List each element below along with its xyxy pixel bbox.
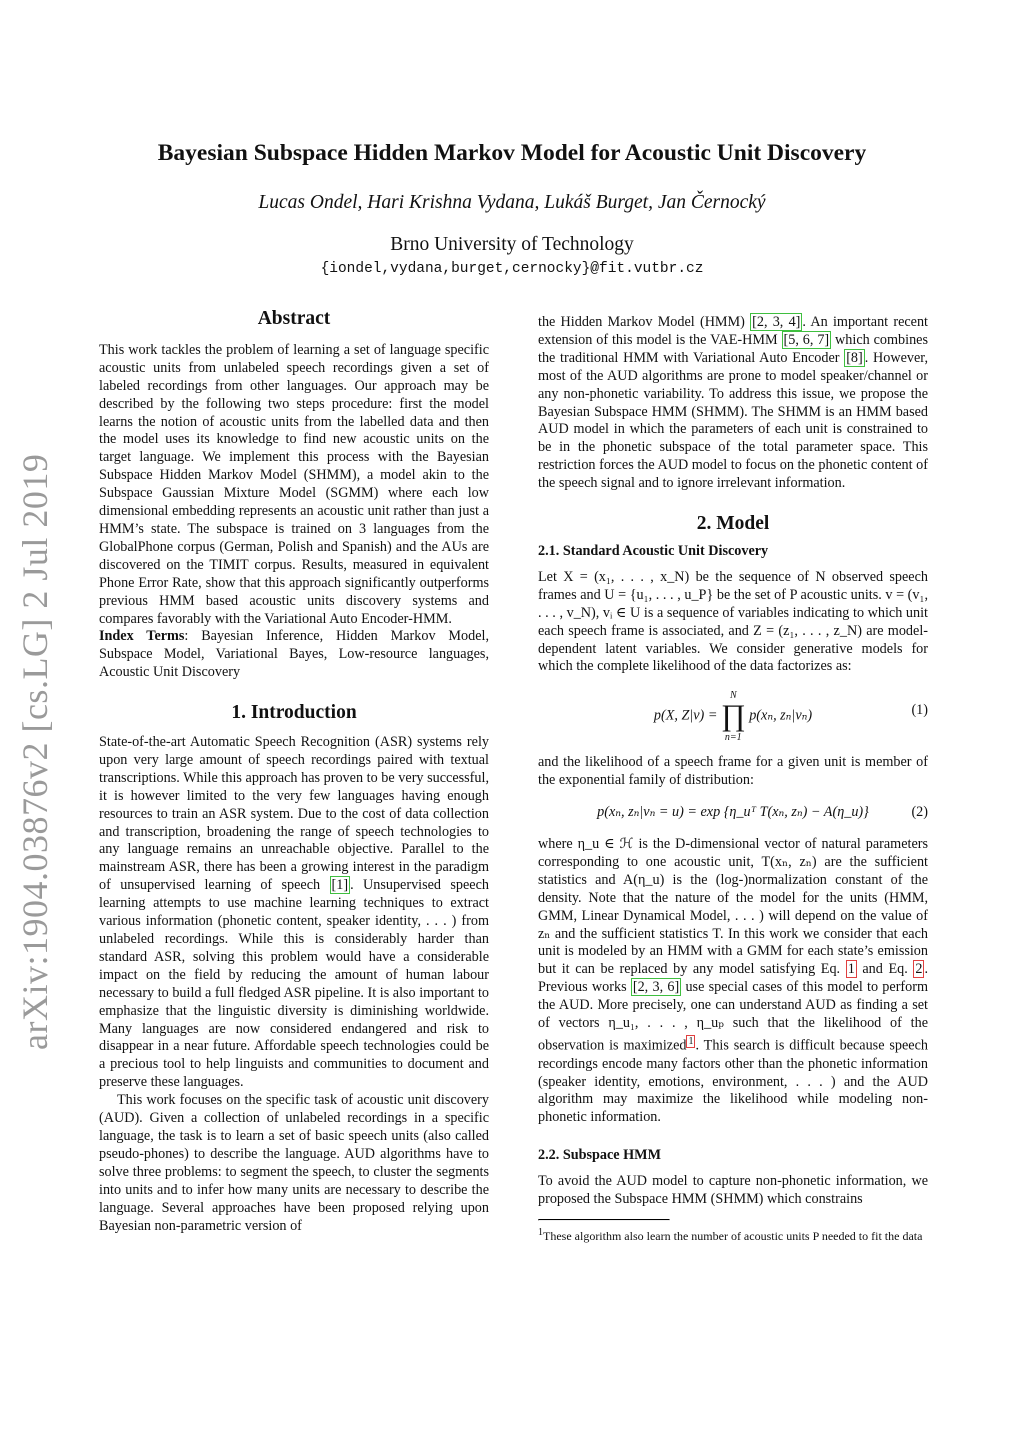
footnote xyxy=(538,1225,928,1244)
eq1-right: p(xₙ, zₙ|vₙ) xyxy=(749,707,813,724)
eq1-lower: n=1 xyxy=(724,732,742,744)
eq1-left: p(X, Z|v) = xyxy=(653,707,718,724)
index-terms-text: : Bayesian Inference, Hidden Markov Model, Subspace Model, Variational Bayes, Low-resource languages, Acoustic Unit Discovery xyxy=(99,628,489,681)
equation-2 xyxy=(538,804,928,822)
eq1-upper: N xyxy=(729,690,737,702)
introduction-heading: 1. Introduction xyxy=(231,702,357,724)
s1p3-part-b: and Eq. xyxy=(856,961,914,978)
intro-p1-part-b: . Unsupervised speech learning attempts to use machine learning techniques to extract various information (phonetic content, speaker identity, . . . ) from unlabeled recordings. While this is considerably harder than standard ASR, solving this problem would have a considerable impact on the field by reducing the amount of human labour necessary to build a full fledged ASR pipeline. It is also important to emphasize that the linguistic diversity is diminishing worldwide. Many languages are now considered endangered and risk to disappear in a near future. Affordable speech technologies could be a precious tool to help linguists and communities to document and preserve these languages. xyxy=(99,877,489,1091)
product-operator: N ∏ n=1 xyxy=(720,690,746,744)
rp1-part-a: the Hidden Markov Model (HMM) xyxy=(538,314,751,330)
subsection-heading: 2.1. Standard Acoustic Unit Discovery xyxy=(538,542,769,559)
paper-title: Bayesian Subspace Hidden Markov Model for Acoustic Unit Discovery xyxy=(157,140,867,166)
author-list: Lucas Ondel, Hari Krishna Vydana, Lukáš Burget, Jan Černocký xyxy=(258,192,766,213)
equation-ref-link[interactable]: 2 xyxy=(915,961,923,978)
footnote-rule xyxy=(538,1219,670,1221)
sec21-paragraph-1: Let X = (x₁, . . . , x_N) be the sequence of N observed speech frames and U = {u₁, . . . , u_P} be the set of P acoustic units. v = (v₁, . . . , v_N), vᵢ ∈ U is a sequence of variables indicating to which unit each speech frame is associated, and Z = (z₁, . . . , z_N) are model-dependent latent variables. We consider generative models for which the complete likelihood of the data factorizes as: xyxy=(538,568,928,675)
s1p3-part-e: . This search is difficult because speech recordings encode many factors other than the phonetic information (speaker identity, emotions, environment, . . . ) and the AUD algorithm may maximize the likelihood while modeling non-phonetic information. xyxy=(538,1037,928,1126)
citation-link[interactable]: [1] xyxy=(331,877,349,894)
equation-number: (2) xyxy=(911,804,928,821)
affiliation: Brno University of Technology xyxy=(390,234,634,255)
rp1-part-c: which combines the traditional HMM with Variational Auto Encoder xyxy=(538,331,928,366)
index-terms xyxy=(99,628,489,682)
author-emails: {iondel,vydana,burget,cernocky}@fit.vutbr.cz xyxy=(320,261,704,277)
intro-continued-paragraph xyxy=(538,314,928,493)
intro-p1-part-a: State-of-the-art Automatic Speech Recognition (ASR) systems rely upon very large amount of speech recordings paired with textual transcriptions. While this approach has proven to be very successful, it is however limited to the very few languages having enough resources to train an ASR system. Due to the cost of data collection and transcription, broadening the range of speech technologies to any language remains an unreachable objective. Parallel to the mainstream ASR, there has been a growing interest in the paradigm of unsupervised learning of speech xyxy=(99,734,489,894)
sec22-paragraph-1: To avoid the AUD model to capture non-phonetic information, we proposed the Subspace HMM (SHMM) which constrains xyxy=(538,1173,928,1208)
rp1-part-b: . An important recent extension of this model is the VAE-HMM xyxy=(538,314,929,348)
s1p3-part-a: where η_u ∈ ℋ is the D-dimensional vector of natural parameters corresponding to one acoustic unit, T(xₙ, zₙ) are the sufficient statistics and A(η_u) is the (log-)normalization constant of the density. Note that the nature of the model for the units (HMM, GMM, Linear Dynamical Model, . . . ) will depend on the value of zₙ and the sufficient statistics T. In this work we consider that each unit is modeled by an HMM with a GMM for each state’s emission but it can be replaced by any model satisfying Eq. xyxy=(538,836,928,978)
intro-paragraph-1 xyxy=(99,734,489,1092)
sec21-paragraph-2: and the likelihood of a speech frame for a given unit is member of the exponential family of distribution: xyxy=(538,754,928,789)
citation-link[interactable]: [2, 3, 6] xyxy=(632,979,680,996)
equation-1 xyxy=(538,688,928,744)
arxiv-sidebar-stamp: arXiv:1904.03876v2 [cs.LG] 2 Jul 2019 xyxy=(15,453,55,1050)
left-column xyxy=(99,310,489,1235)
s1p3-part-d: use special cases of this model to perform the AUD. More precisely, one can understand AUD as finding a set of vectors η_u₁, . . . , η_uₚ such that the likelihood of the observation is maximized xyxy=(538,979,928,1054)
abstract-heading: Abstract xyxy=(257,308,331,329)
citation-link[interactable]: [2, 3, 4] xyxy=(752,314,801,330)
citation-link[interactable]: [5, 6, 7] xyxy=(783,331,830,348)
citation-link[interactable]: [8] xyxy=(846,349,863,366)
model-heading: 2. Model xyxy=(696,513,770,535)
eq2-body: p(xₙ, zₙ|vₙ = u) = exp {η_uᵀ T(xₙ, zₙ) − A(η_u)} xyxy=(597,804,869,821)
footnote-mark: 1 xyxy=(538,1226,543,1238)
abstract-text: This work tackles the problem of learning a set of language specific acoustic units from unlabeled speech recordings given a set of labeled recordings from other languages. Our approach may be described by the following two steps procedure: first the model learns the notion of acoustic units from the labelled data and then the model uses its knowledge to find new acoustic units on the target language. We implement this process with the Bayesian Subspace Hidden Markov Model (SHMM), a model akin to the Subspace Gaussian Mixture Model (SGMM) where each low dimensional embedding represents an acoustic unit rather than just a HMM’s state. The subspace is trained on 3 languages from the GlobalPhone corpus (German, Polish and Spanish) and the AUs are discovered on the TIMIT corpus. Results, measured in equivalent Phone Error Rate, show that this approach significantly outperforms previous HMM based acoustic units discovery systems and compares favorably with the Variational Auto Encoder-HMM. xyxy=(99,341,489,627)
right-column xyxy=(538,314,928,1244)
rp1-part-d: . However, most of the AUD algorithms are prone to model speaker/channel or any non-phonetic variability. To address this issue, we propose the Bayesian Subspace HMM (SHMM). The SHMM is an HMM based AUD model in which the parameters of each unit is constrained to be in the phonetic subspace of the total parameter space. This restriction forces the AUD model to focus on the phonetic content of the speech signal and to ignore irrelevant information. xyxy=(538,349,928,492)
footnote-text: These algorithm also learn the number of acoustic units P needed to fit the data xyxy=(543,1228,923,1243)
footnote-ref-link[interactable]: 1 xyxy=(688,1036,694,1047)
sec21-paragraph-3 xyxy=(538,836,928,1127)
index-terms-label: Index Terms xyxy=(99,628,185,645)
equation-ref-link[interactable]: 1 xyxy=(847,961,855,978)
subsection-heading: 2.2. Subspace HMM xyxy=(538,1147,661,1164)
equation-number: (1) xyxy=(911,702,928,719)
intro-paragraph-2: This work focuses on the specific task of acoustic unit discovery (AUD). Given a collection of unlabeled recordings in a specific language, the task is to learn a set of basic speech units (also called pseudo-phones) to describe the language. AUD algorithms have to solve three problems: to segment the speech, to cluster the segments into units and to infer how many units are necessary to describe the language. Several approaches have been proposed relying upon Bayesian non-parametric version of xyxy=(99,1092,489,1234)
s1p3-part-c: . Previous works xyxy=(538,961,928,996)
